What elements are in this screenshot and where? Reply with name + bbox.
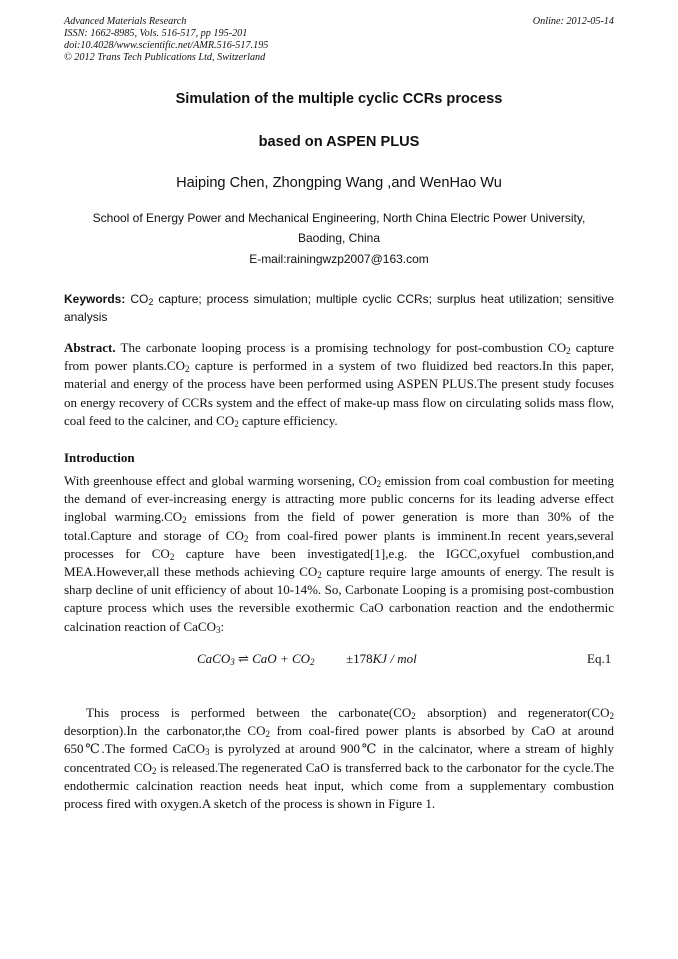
para-text: This process is performed between the carbonate(CO xyxy=(86,705,412,720)
equation-1 xyxy=(0,651,678,669)
subscript: 2 xyxy=(169,551,175,562)
subscript: 2 xyxy=(310,657,315,667)
subscript: 2 xyxy=(566,346,571,356)
subscript: 2 xyxy=(234,418,239,429)
paper-title-line-1: Simulation of the multiple cyclic CCRs process xyxy=(175,91,503,107)
equation-term: CaCO xyxy=(197,651,231,666)
equation-reaction xyxy=(197,651,315,667)
intro-text: With greenhouse effect and global warming worsening, CO xyxy=(64,473,377,488)
subscript: 2 xyxy=(182,515,187,526)
process-description-paragraph xyxy=(64,704,614,813)
equation-number: Eq.1 xyxy=(587,651,612,666)
abstract-label: Abstract. xyxy=(64,340,116,355)
subscript: 2 xyxy=(376,479,382,489)
intro-text: capture require large amounts of energy. The result is sharp decline of unit efficiency of about 10-14%. So, Carbonate Looping is a promising post-combustion capture process which uses the reversible exothermic CaO carbonation reaction and the endothermic calcination reaction of CaCO xyxy=(64,564,615,634)
journal-copyright: © 2012 Trans Tech Publications Ltd, Switzerland xyxy=(64,52,266,63)
subscript: 2 xyxy=(151,765,157,776)
abstract-text: capture efficiency. xyxy=(241,412,338,428)
journal-name: Advanced Materials Research xyxy=(64,16,187,27)
para-text: desorption).In the carbonator,the CO xyxy=(64,723,266,739)
author-email[interactable]: E-mail:rainingwzp2007@163.com xyxy=(249,252,429,266)
subscript: 2 xyxy=(317,570,322,581)
keyword-co: CO xyxy=(130,292,149,306)
affiliation-line-2: Baoding, China xyxy=(297,231,381,245)
intro-text: from coal-fired power plants is imminent.In recent years,several processes for CO xyxy=(64,527,614,561)
intro-text: : xyxy=(220,618,225,634)
keywords xyxy=(64,290,614,326)
journal-header xyxy=(64,16,614,64)
para-text: is released.The regenerated CaO is transferred back to the carbonator for the cycle.The endothermic calcination reaction needs heat input, which come from a supplementary combustion process fired with oxygen.A sketch of the process is shown in Figure 1. xyxy=(64,759,614,812)
journal-doi[interactable]: doi:10.4028/www.scientific.net/AMR.516-517.195 xyxy=(64,40,269,51)
section-heading-introduction: Introduction xyxy=(64,450,135,465)
paper-title-line-2: based on ASPEN PLUS xyxy=(258,134,420,150)
abstract-text: capture is performed in a system of two fluidized bed reactors.In this paper, material and energy of the process have been performed using ASPEN PLUS.The present study focuses on energy recovery of CCRs system and the effect of make-up mass flow on circulating solids mass flow, coal feed to the calciner, and CO xyxy=(64,358,615,428)
online-date: Online: 2012-05-14 xyxy=(532,16,614,27)
keywords-text: capture; process simulation; multiple cyclic CCRs; surplus heat utilization; sensitive analysis xyxy=(64,292,614,324)
subscript: 2 xyxy=(411,711,416,721)
subscript: 2 xyxy=(243,533,249,544)
subscript: 2 xyxy=(265,729,270,740)
equation-enthalpy xyxy=(346,651,417,667)
enthalpy-value: ±178 xyxy=(346,651,373,666)
abstract-text: The carbonate looping process is a promising technology for post-combustion CO xyxy=(120,340,567,355)
journal-issn: ISSN: 1662-8985, Vols. 516-517, pp 195-201 xyxy=(64,28,248,39)
abstract-text: capture from power plants.CO xyxy=(64,340,615,374)
subscript: 3 xyxy=(230,657,235,667)
para-text: absorption) and regenerator(CO xyxy=(427,705,610,720)
affiliation-line-1: School of Energy Power and Mechanical Engineering, North China Electric Power University, xyxy=(92,211,586,225)
equation-term: CaO + CO xyxy=(252,651,311,666)
para-text: is pyrolyzed at around 900℃ in the calcinator, where a stream of highly concentrated CO xyxy=(64,741,615,775)
intro-text: emissions from the field of power generation is more than 30% of the total.Capture and storage of CO xyxy=(64,509,614,543)
subscript: 3 xyxy=(204,747,210,758)
subscript: 3 xyxy=(215,624,221,635)
intro-text: capture have been investigated[1],e.g. the IGCC,oxyfuel combustion,and MEA.However,all these methods achieving CO xyxy=(64,545,615,580)
subscript: 2 xyxy=(609,711,614,721)
para-text: from coal-fired power plants is absorbed by CaO at around 650℃.The formed CaCO xyxy=(64,723,614,757)
intro-text: emission from coal combustion for meeting the demand of ever-increasing energy is attracting more public concerns for its leading adverse effect inglobal warming.CO xyxy=(64,473,614,525)
subscript: 2 xyxy=(148,297,154,307)
enthalpy-unit: KJ / mol xyxy=(372,651,417,666)
subscript: 2 xyxy=(184,364,190,375)
equilibrium-arrow-icon: ⇌ xyxy=(234,651,253,666)
affiliation xyxy=(70,208,608,248)
keywords-label: Keywords: xyxy=(64,292,126,306)
author-list: Haiping Chen, Zhongping Wang ,and WenHao Wu xyxy=(176,175,502,191)
introduction-paragraph xyxy=(64,472,614,636)
abstract xyxy=(64,339,614,430)
